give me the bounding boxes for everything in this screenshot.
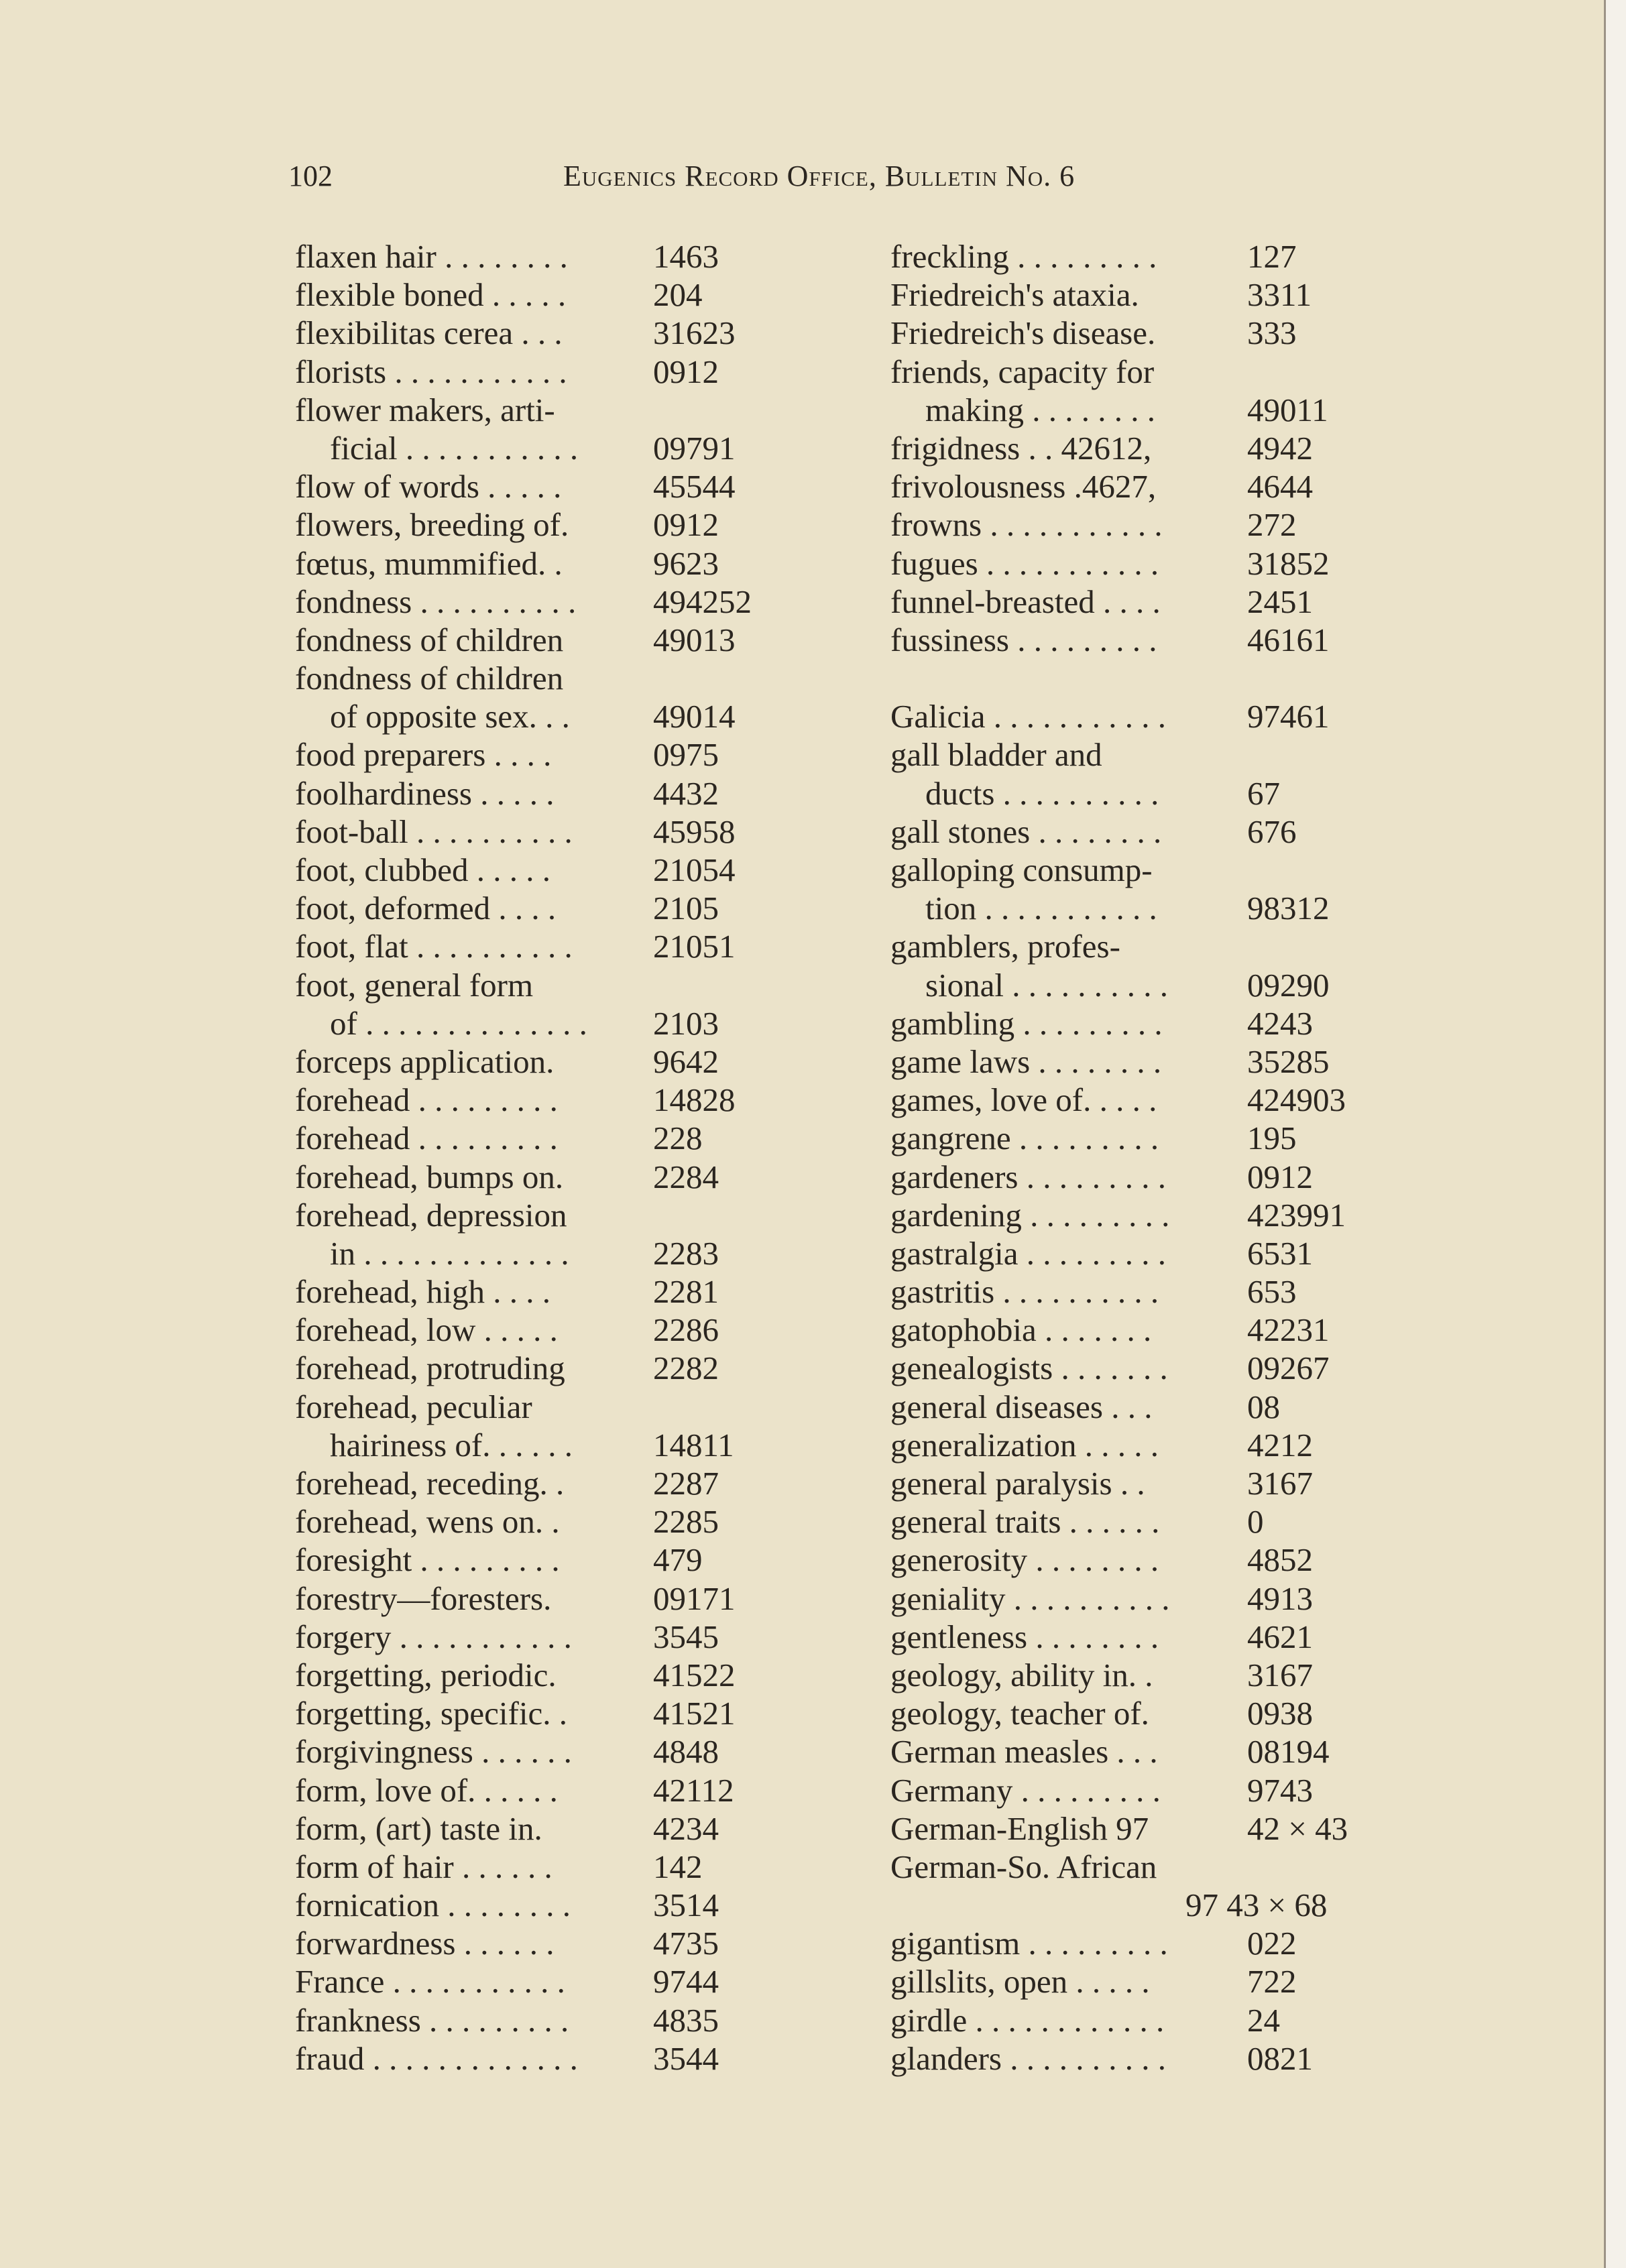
index-entry-term: galloping consump- [890, 851, 1153, 888]
index-entry-code: 424903 [1247, 1081, 1346, 1119]
index-entry-term: of opposite sex. . . [330, 698, 570, 735]
index-entry [295, 1158, 831, 1196]
index-entry [295, 1771, 831, 1809]
index-entry-term: forehead, wens on. . [295, 1503, 560, 1541]
index-entry [890, 774, 1427, 813]
index-entry-code: 127 [1247, 238, 1297, 275]
index-entry [295, 1081, 831, 1119]
index-entry-code: 204 [653, 276, 703, 314]
index-entry-term: foolhardiness . . . . . [295, 774, 555, 812]
index-entry-term: forgetting, specific. . [295, 1695, 567, 1732]
index-entry [295, 1848, 831, 1886]
running-header [288, 153, 1294, 200]
index-entry-term: German measles . . . [890, 1733, 1158, 1771]
index-entry-code: 42231 [1247, 1311, 1330, 1349]
index-entry-term: Friedreich's ataxia. [890, 276, 1139, 314]
index-entry [890, 583, 1427, 621]
index-entry-code: 24 [1247, 2001, 1280, 2039]
index-entry [890, 314, 1427, 352]
index-entry-code: 0912 [653, 353, 719, 390]
index-entry [890, 505, 1427, 544]
index-entry-code: 333 [1247, 314, 1297, 352]
index-entry [295, 1886, 831, 1924]
index-entry-term: forehead . . . . . . . . . [295, 1081, 558, 1119]
index-entry-term: genealogists . . . . . . . [890, 1350, 1168, 1387]
index-entry [295, 583, 831, 621]
index-entry [295, 1656, 831, 1694]
index-entry-code: 0912 [653, 506, 719, 544]
index-entry-term: forehead, bumps on. [295, 1158, 564, 1195]
index-entry [890, 276, 1427, 314]
index-entry-term: geology, ability in. . [890, 1656, 1153, 1693]
index-entry-term: flaxen hair . . . . . . . . [295, 238, 568, 275]
index-entry-code: 479 [653, 1541, 703, 1579]
index-column-right [890, 237, 1427, 2078]
index-entry-code: 41522 [653, 1656, 736, 1693]
index-entry-code: 9642 [653, 1042, 719, 1080]
index-entry [295, 1579, 831, 1618]
index-entry [295, 1004, 831, 1042]
index-entry-code: 98312 [1247, 890, 1330, 927]
index-entry-code: 2103 [653, 1004, 719, 1042]
index-entry-term: florists . . . . . . . . . . . [295, 353, 567, 390]
index-entry-term: funnel-breasted . . . . [890, 583, 1161, 620]
index-entry-code: 42 × 43 [1247, 1809, 1348, 1847]
index-entry [295, 1349, 831, 1387]
index-entry-term: forgivingness . . . . . . [295, 1733, 572, 1771]
index-entry-term: foot, deformed . . . . [295, 890, 557, 927]
index-entry-term: geniality . . . . . . . . . . [890, 1579, 1170, 1617]
index-column-left [295, 237, 831, 2078]
index-entry-term: sional . . . . . . . . . . [925, 966, 1169, 1004]
index-entry-code: 4432 [653, 774, 719, 812]
index-entry [295, 1694, 831, 1732]
index-entry [890, 237, 1427, 276]
index-entry-code: 2287 [653, 1465, 719, 1502]
index-entry [890, 1464, 1427, 1502]
index-entry-term: forehead, high . . . . [295, 1273, 550, 1311]
index-entry-code: 0975 [653, 736, 719, 774]
index-entry-term: girdle . . . . . . . . . . . . [890, 2001, 1165, 2039]
index-entry [295, 966, 831, 1004]
index-entry-code: 022 [1247, 1925, 1297, 1962]
index-entry-code: 2283 [653, 1234, 719, 1272]
index-entry [890, 1771, 1427, 1809]
index-entry [890, 1349, 1427, 1387]
index-entry [295, 697, 831, 735]
index-entry-code: 4621 [1247, 1618, 1313, 1655]
index-entry-term: forehead, peculiar [295, 1388, 532, 1425]
index-entry-code: 49014 [653, 698, 736, 735]
index-entry-code: 09267 [1247, 1350, 1330, 1387]
index-entry [890, 1502, 1427, 1541]
index-entry-term: German-English 97 [890, 1809, 1149, 1847]
index-entry [295, 1272, 831, 1311]
index-entry-term: general diseases . . . [890, 1388, 1153, 1425]
index-entry-term: fussiness . . . . . . . . . [890, 621, 1157, 658]
index-entry-term: frankness . . . . . . . . . [295, 2001, 569, 2039]
index-entry [295, 1924, 831, 1962]
index-entry-term: forceps application. [295, 1042, 555, 1080]
index-entry-code: 228 [653, 1120, 703, 1157]
index-entry-code: 3545 [653, 1618, 719, 1655]
index-entry-code: 21051 [653, 928, 736, 965]
adjacent-page-edge [1604, 0, 1626, 2268]
index-entry-term: form, love of. . . . . . [295, 1771, 558, 1809]
index-entry-term: games, love of. . . . . [890, 1081, 1157, 1119]
index-entry-term: generosity . . . . . . . . [890, 1541, 1159, 1579]
index-entry [295, 353, 831, 391]
index-entry-code: 4835 [653, 2001, 719, 2039]
index-entry-term: flower makers, arti- [295, 391, 555, 428]
index-entry-code: 35285 [1247, 1042, 1330, 1080]
index-entry-code: 9623 [653, 544, 719, 582]
index-entry [295, 1502, 831, 1541]
index-entry-term: form of hair . . . . . . [295, 1848, 553, 1885]
index-entry-term: gall bladder and [890, 736, 1102, 774]
index-entry-term: foot, flat . . . . . . . . . . [295, 928, 573, 965]
index-entry [890, 1732, 1427, 1771]
index-entry-term: flexibilitas cerea . . . [295, 314, 563, 352]
index-entry-term: fondness of children [295, 660, 564, 697]
index-entry-term: Germany . . . . . . . . . [890, 1771, 1161, 1809]
index-entry-term: ficial . . . . . . . . . . . [330, 429, 579, 467]
index-entry-term: generalization . . . . . [890, 1426, 1159, 1464]
index-entry [295, 1732, 831, 1771]
index-entry [295, 1464, 831, 1502]
index-entry-term: forehead, depression [295, 1196, 567, 1234]
index-entry-code: 41521 [653, 1695, 736, 1732]
index-entry-term: in . . . . . . . . . . . . . [330, 1234, 569, 1272]
index-entry [295, 391, 831, 429]
index-entry-term: forwardness . . . . . . [295, 1925, 555, 1962]
index-entry-code: 4212 [1247, 1426, 1313, 1464]
index-entry [890, 1158, 1427, 1196]
index-entry [295, 1119, 831, 1157]
index-entry-code: 4735 [653, 1925, 719, 1962]
index-entry [890, 1119, 1427, 1157]
running-title: Eugenics Record Office, Bulletin No. 6 [563, 160, 1076, 192]
index-entry [295, 889, 831, 927]
index-entry-code: 3167 [1247, 1656, 1313, 1693]
index-entry [295, 851, 831, 889]
index-entry-code: 0 [1247, 1503, 1264, 1541]
index-entry-term: gigantism . . . . . . . . . [890, 1925, 1168, 1962]
index-entry-term: friends, capacity for [890, 353, 1155, 390]
index-entry-term: Friedreich's disease. [890, 314, 1156, 352]
index-entry-term: gatophobia . . . . . . . [890, 1311, 1152, 1349]
index-entry [295, 621, 831, 659]
index-entry-term: frowns . . . . . . . . . . . [890, 506, 1163, 544]
index-entry-term: foot, general form [295, 966, 534, 1004]
index-entry [890, 659, 1427, 697]
index-entry [890, 966, 1427, 1004]
index-entry [295, 1042, 831, 1081]
index-entry-code: 3514 [653, 1887, 719, 1924]
index-entry [890, 813, 1427, 851]
index-entry-term: hairiness of. . . . . . [330, 1426, 573, 1464]
index-entry [890, 697, 1427, 735]
index-entry-code: 2282 [653, 1350, 719, 1387]
index-entry-term: forehead, receding. . [295, 1465, 565, 1502]
index-entry-code: 4644 [1247, 468, 1313, 505]
index-entry-term: gastritis . . . . . . . . . . [890, 1273, 1159, 1311]
index-entry-code: 14828 [653, 1081, 736, 1119]
index-entry-term: fraud . . . . . . . . . . . . . [295, 2039, 578, 2077]
index-entry-code: 14811 [653, 1426, 734, 1464]
index-entry-code: 4852 [1247, 1541, 1313, 1579]
index-entry [295, 1809, 831, 1848]
index-entry [890, 735, 1427, 774]
index-entry [295, 1426, 831, 1464]
index-entry-term: geology, teacher of. [890, 1695, 1149, 1732]
index-entry-term: German-So. African [890, 1848, 1157, 1885]
index-entry-code: 272 [1247, 506, 1297, 544]
index-entry [295, 659, 831, 697]
index-entry-code: 142 [653, 1848, 703, 1885]
index-entry-term: freckling . . . . . . . . . [890, 238, 1157, 275]
index-entry-term: frivolousness .4627, [890, 468, 1157, 505]
index-entry-code: 653 [1247, 1273, 1297, 1311]
index-entry-code: 08 [1247, 1388, 1280, 1425]
index-entry-code: 2105 [653, 890, 719, 927]
index-entry-term: gamblers, profes- [890, 928, 1120, 965]
index-entry-term: fondness of children [295, 621, 564, 658]
index-entry-code: 09171 [653, 1579, 736, 1617]
index-entry [890, 1579, 1427, 1618]
index-entry-code: 3311 [1247, 276, 1312, 314]
index-entry [890, 621, 1427, 659]
index-entry [295, 2039, 831, 2078]
index-entry [890, 1656, 1427, 1694]
index-entry-term: form, (art) taste in. [295, 1809, 542, 1847]
index-entry-code: 31623 [653, 314, 736, 352]
index-entry-code: 67 [1247, 774, 1280, 812]
index-entry-code: 1463 [653, 238, 719, 275]
page-number: 102 [288, 160, 333, 192]
index-entry-term: foot-ball . . . . . . . . . . [295, 813, 573, 850]
index-entry-code: 2281 [653, 1273, 719, 1311]
index-entry [295, 276, 831, 314]
index-entry [890, 851, 1427, 889]
index-entry-term: frigidness . . 42612, [890, 429, 1152, 467]
index-entry-code: 4848 [653, 1733, 719, 1771]
index-entry-code: 2285 [653, 1503, 719, 1541]
index-entry-term: forehead . . . . . . . . . [295, 1120, 558, 1157]
index-entry [890, 1426, 1427, 1464]
index-entry-term: gentleness . . . . . . . . [890, 1618, 1159, 1655]
index-entry [890, 1886, 1427, 1924]
index-entry-term: of . . . . . . . . . . . . . . [330, 1004, 587, 1042]
index-entry [295, 1618, 831, 1656]
index-entry [295, 467, 831, 505]
index-entry-term: tion . . . . . . . . . . . [925, 890, 1157, 927]
index-entry [295, 1196, 831, 1234]
index-entry-term: gardeners . . . . . . . . . [890, 1158, 1166, 1195]
index-entry [295, 813, 831, 851]
index-entry-term: flowers, breeding of. [295, 506, 569, 544]
index-entry [890, 2039, 1427, 2078]
index-entry-term: forehead, protruding [295, 1350, 565, 1387]
index-entry-term: gillslits, open . . . . . [890, 1963, 1150, 2001]
index-entry [295, 735, 831, 774]
index-entry-term: glanders . . . . . . . . . . [890, 2039, 1166, 2077]
index-entry-code: 0912 [1247, 1158, 1313, 1195]
index-entry [890, 1388, 1427, 1426]
index-entry-code: 423991 [1247, 1196, 1346, 1234]
index-entry-term: general traits . . . . . . [890, 1503, 1160, 1541]
index-entry [295, 927, 831, 965]
index-entry-code: 9743 [1247, 1771, 1313, 1809]
index-entry-code: 42112 [653, 1771, 734, 1809]
index-entry [295, 774, 831, 813]
index-entry-code: 0938 [1247, 1695, 1313, 1732]
index-entry-term: gastralgia . . . . . . . . . [890, 1234, 1166, 1272]
index-entry-code: 9744 [653, 1963, 719, 2001]
index-entry-code: 4913 [1247, 1579, 1313, 1617]
index-entry [890, 353, 1427, 391]
index-entry [890, 1272, 1427, 1311]
index-entry [295, 1541, 831, 1579]
index-entry [890, 429, 1427, 467]
index-entry-term: ducts . . . . . . . . . . [925, 774, 1159, 812]
index-entry [890, 1004, 1427, 1042]
index-entry-term: fondness . . . . . . . . . . [295, 583, 577, 620]
index-entry-code: 676 [1247, 813, 1297, 850]
index-entry-term: forgery . . . . . . . . . . . [295, 1618, 572, 1655]
index-entry [890, 467, 1427, 505]
index-entry-code: 49013 [653, 621, 736, 658]
index-entry-term: fœtus, mummified. . [295, 544, 563, 582]
index-entry-code: 0821 [1247, 2039, 1313, 2077]
index-entry [890, 889, 1427, 927]
index-entry [295, 314, 831, 352]
index-entry [295, 237, 831, 276]
index-entry [890, 1196, 1427, 1234]
index-entry [890, 1809, 1427, 1848]
index-entry-term: fornication . . . . . . . . [295, 1887, 571, 1924]
index-entry [295, 1234, 831, 1272]
index-entry-code: 2284 [653, 1158, 719, 1195]
index-entry [295, 2001, 831, 2039]
index-entry [890, 1311, 1427, 1349]
index-entry [890, 1618, 1427, 1656]
index-entry-code: 46161 [1247, 621, 1330, 658]
index-entry [295, 544, 831, 583]
index-entry-term: foresight . . . . . . . . . [295, 1541, 560, 1579]
index-entry-code: 4243 [1247, 1004, 1313, 1042]
index-entry [890, 2001, 1427, 2039]
index-entry-code: 3167 [1247, 1465, 1313, 1502]
index-entry-term: gall stones . . . . . . . . [890, 813, 1162, 850]
index-entry-term: flexible boned . . . . . [295, 276, 567, 314]
index-entry-code: 4942 [1247, 429, 1313, 467]
index-entry [890, 1081, 1427, 1119]
index-entry [890, 1694, 1427, 1732]
index-entry-code: 3544 [653, 2039, 719, 2077]
index-entry [890, 1541, 1427, 1579]
index-entry [890, 927, 1427, 965]
index-entry-code: 45958 [653, 813, 736, 850]
index-entry [890, 1962, 1427, 2001]
index-entry [890, 1042, 1427, 1081]
index-entry-code: 09290 [1247, 966, 1330, 1004]
index-entry [890, 1234, 1427, 1272]
index-entry [890, 1848, 1427, 1886]
index-entry-term: forestry—foresters. [295, 1579, 552, 1617]
index-entry-term: France . . . . . . . . . . . [295, 1963, 565, 2001]
index-entry [295, 1962, 831, 2001]
index-entry [890, 391, 1427, 429]
index-entry [295, 1388, 831, 1426]
index-entry-term: general paralysis . . [890, 1465, 1145, 1502]
index-entry-term: gangrene . . . . . . . . . [890, 1120, 1159, 1157]
index-entry-code: 97 43 × 68 [1185, 1887, 1328, 1924]
index-entry [890, 1924, 1427, 1962]
index-entry-code: 49011 [1247, 391, 1328, 428]
index-entry-code: 08194 [1247, 1733, 1330, 1771]
index-entry-term: gambling . . . . . . . . . [890, 1004, 1163, 1042]
index-entry-term: food preparers . . . . [295, 736, 552, 774]
index-entry-code: 4234 [653, 1809, 719, 1847]
index-entry-code: 31852 [1247, 544, 1330, 582]
index-entry-code: 45544 [653, 468, 736, 505]
index-entry [295, 429, 831, 467]
index-entry-code: 722 [1247, 1963, 1297, 2001]
index-entry-code: 494252 [653, 583, 752, 620]
index-entry-term: game laws . . . . . . . . [890, 1042, 1162, 1080]
index-entry-term: forehead, low . . . . . [295, 1311, 558, 1349]
index-entry-code: 09791 [653, 429, 736, 467]
index-entry-code: 21054 [653, 851, 736, 888]
index-entry-code: 6531 [1247, 1234, 1313, 1272]
index-entry [295, 505, 831, 544]
index-entry-term: making . . . . . . . . [925, 391, 1155, 428]
index-entry-term: foot, clubbed . . . . . [295, 851, 551, 888]
index-entry-code: 97461 [1247, 698, 1330, 735]
index-entry [295, 1311, 831, 1349]
index-entry-term: gardening . . . . . . . . . [890, 1196, 1170, 1234]
index-entry-code: 195 [1247, 1120, 1297, 1157]
index-entry [890, 544, 1427, 583]
index-entry-term: fugues . . . . . . . . . . . [890, 544, 1159, 582]
index-entry-term: Galicia . . . . . . . . . . . [890, 698, 1166, 735]
index-entry-code: 2286 [653, 1311, 719, 1349]
index-entry-term: forgetting, periodic. [295, 1656, 557, 1693]
index-entry-code: 2451 [1247, 583, 1313, 620]
index-entry-term: flow of words . . . . . [295, 468, 562, 505]
